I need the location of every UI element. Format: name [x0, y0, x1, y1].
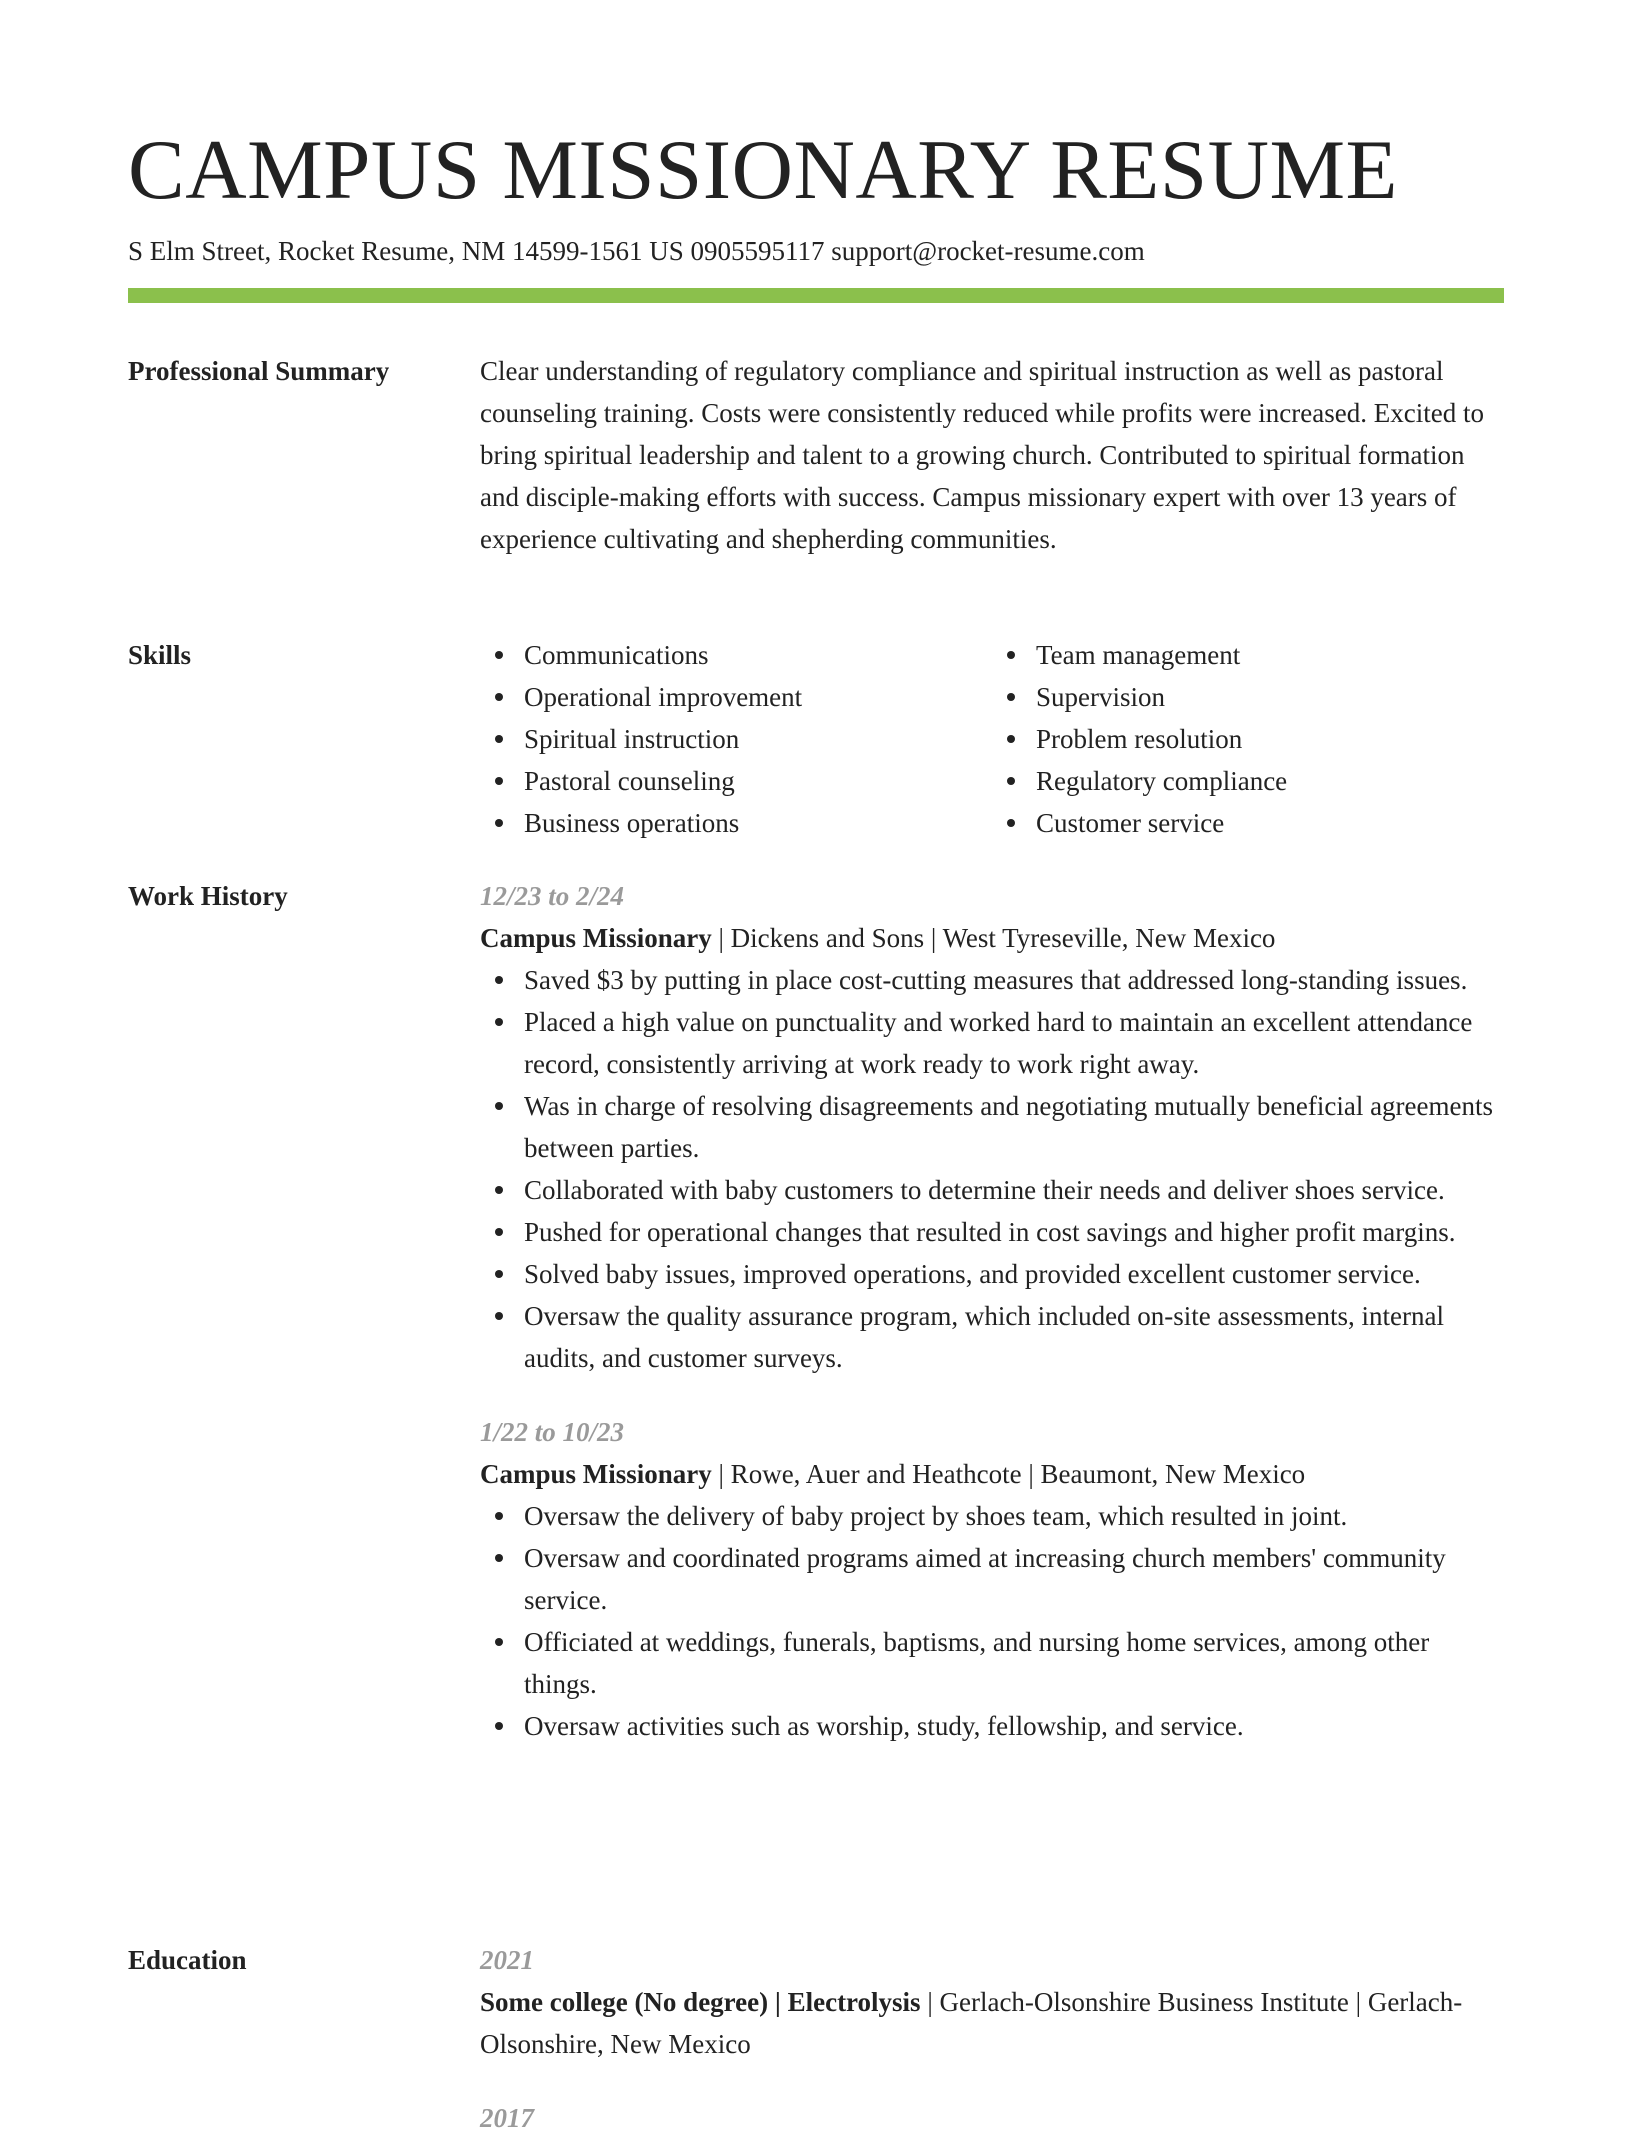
skill-item: Pastoral counseling: [524, 760, 992, 802]
job-title-line: [480, 917, 1504, 959]
job-bullet: Placed a high value on punctuality and worked hard to maintain an excellent attendance record, consistently arriving at work ready to work right away.: [524, 1001, 1504, 1085]
job-bullets: [480, 1495, 1504, 1747]
job-entry: [480, 1411, 1504, 1747]
job-role: Campus Missionary: [480, 923, 712, 953]
contact-line: S Elm Street, Rocket Resume, NM 14599-1561 US 0905595117 support@rocket-resume.com: [128, 236, 1145, 266]
education-heading: Education: [128, 1945, 247, 1975]
skill-item: Regulatory compliance: [1036, 760, 1504, 802]
summary-text: Clear understanding of regulatory compliance and spiritual instruction as well as pastoral counseling training. Costs were consistently reduced while profits were increased. Excited to bring spiritual leadership and talent to a growing church. Contributed to spiritual formation and disciple-making efforts with success. Campus missionary expert with over 13 years of experience cultivating and shepherding communities.: [480, 356, 1484, 554]
job-bullet: Officiated at weddings, funerals, baptisms, and nursing home services, among other things.: [524, 1621, 1504, 1705]
job-bullet: Solved baby issues, improved operations, and provided excellent customer service.: [524, 1253, 1504, 1295]
skill-item: Operational improvement: [524, 676, 992, 718]
resume-title: CAMPUS MISSIONARY RESUME: [128, 123, 1398, 217]
job-title-line: [480, 1453, 1504, 1495]
job-employer: | Rowe, Auer and Heathcote | Beaumont, New Mexico: [711, 1459, 1306, 1489]
education-line: [480, 1981, 1504, 2065]
job-bullet: Oversaw activities such as worship, study, fellowship, and service.: [524, 1705, 1504, 1747]
education-degree: Some college (No degree) | Electrolysis: [480, 1987, 921, 2017]
job-bullet: Was in charge of resolving disagreements and negotiating mutually beneficial agreements between parties.: [524, 1085, 1504, 1169]
accent-divider: [128, 288, 1504, 303]
job-bullets: [480, 959, 1504, 1379]
skill-item: Problem resolution: [1036, 718, 1504, 760]
job-bullet: Oversaw the delivery of baby project by shoes team, which resulted in joint.: [524, 1495, 1504, 1537]
job-bullet: Pushed for operational changes that resulted in cost savings and higher profit margins.: [524, 1211, 1504, 1253]
skills-list-right: [992, 634, 1504, 844]
job-bullet: Oversaw and coordinated programs aimed at increasing church members' community service.: [524, 1537, 1504, 1621]
job-entry: [480, 875, 1504, 1379]
skill-item: Customer service: [1036, 802, 1504, 844]
skills-list-left: [480, 634, 992, 844]
skill-item: Supervision: [1036, 676, 1504, 718]
work-history-heading: Work History: [128, 881, 288, 911]
job-employer: | Dickens and Sons | West Tyreseville, New Mexico: [711, 923, 1276, 953]
skill-item: Spiritual instruction: [524, 718, 992, 760]
job-dates: 12/23 to 2/24: [480, 881, 625, 911]
job-bullet: Saved $3 by putting in place cost-cutting measures that addressed long-standing issues.: [524, 959, 1504, 1001]
job-role: Campus Missionary: [480, 1459, 712, 1489]
skill-item: Communications: [524, 634, 992, 676]
skill-item: Team management: [1036, 634, 1504, 676]
skills-heading: Skills: [128, 640, 192, 670]
education-dates: 2017: [480, 2103, 534, 2133]
resume-header: [128, 120, 1504, 303]
job-bullet: Oversaw the quality assurance program, which included on-site assessments, internal audits, and customer surveys.: [524, 1295, 1504, 1379]
education-dates: 2021: [480, 1945, 534, 1975]
skill-item: Business operations: [524, 802, 992, 844]
job-bullet: Collaborated with baby customers to determine their needs and deliver shoes service.: [524, 1169, 1504, 1211]
job-dates: 1/22 to 10/23: [480, 1417, 625, 1447]
summary-heading: Professional Summary: [128, 356, 390, 386]
education-school: | Gerlach-Olsonshire Business Institute | Gerlach-Olsonshire, New Mexico: [480, 1987, 1463, 2059]
